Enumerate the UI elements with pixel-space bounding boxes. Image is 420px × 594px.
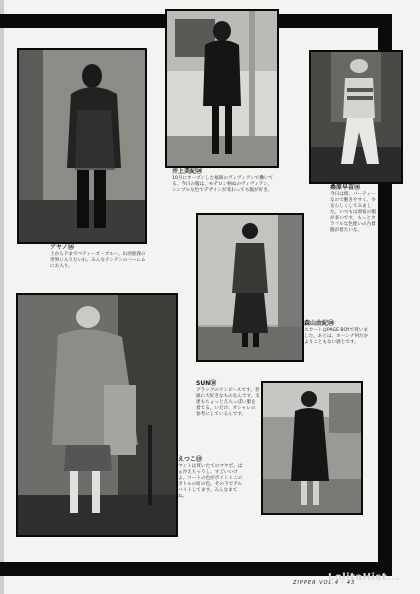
caption-text-etsuko: マントは買いたてのマヤボ。はぁ冷えちゃうし、すごいいけよ。コートの色がポイントこのボトルの町の色。その下でアルバイトしてます。みんなまてね。 — [178, 464, 243, 499]
caption-name-etsuko: えつこ⑲ — [178, 456, 202, 463]
site-watermark: LolitaHist... — [328, 572, 401, 583]
caption-text-inoue: 10月にオープンした福岡のヴィヴィアンで働いてる。今日の服は、モデロン柄ぬのヴィヴィアン。シンプルな色でデザインが変わっても服が好き。 — [172, 176, 274, 193]
page-footer: ZIPPER VOL.4 · 43 — [293, 580, 356, 586]
caption-name-ayano: アヤノ⑯ — [50, 244, 74, 251]
page-edge — [0, 0, 4, 594]
photo-ayano — [17, 48, 147, 244]
photo-etsuko — [16, 293, 178, 537]
photo-kuwahara — [309, 50, 403, 184]
photo-sun — [261, 381, 363, 515]
caption-name-inoue: 井上美紀⑳ — [172, 168, 203, 175]
caption-text-ayano: 上から下までベティーズ・ブルー。山羽族義の世界に入りたいわ。みんなテンテンのハーレムにお入り。 — [50, 252, 146, 269]
caption-text-moriyama: スカートはPAGE BOYで買いました。あとは、ホーンナ何だかよりこともない感じです。 — [304, 328, 369, 345]
caption-name-sun: SUN⑱ — [196, 380, 217, 387]
photo-inoue — [165, 9, 279, 168]
caption-text-kuwahara: 今日は紺、パーティーなので動きやすく、少女らしくしてみました。いつもは原宿の服が多いです。もっとカラフルな色使いの古着服が着たいな。 — [330, 192, 376, 233]
caption-name-kuwahara: 桑原早苗⑯ — [330, 184, 361, 191]
photo-moriyama — [196, 213, 304, 362]
caption-text-sun: グラッグのワンピースです。普通に大好きなものなんです。友達もちょっとえ入っぽい服を着てる。いだけ、オシャレの参考にしているんです。 — [196, 388, 260, 417]
caption-name-moriyama: 森山由紀⑳ — [304, 320, 335, 327]
